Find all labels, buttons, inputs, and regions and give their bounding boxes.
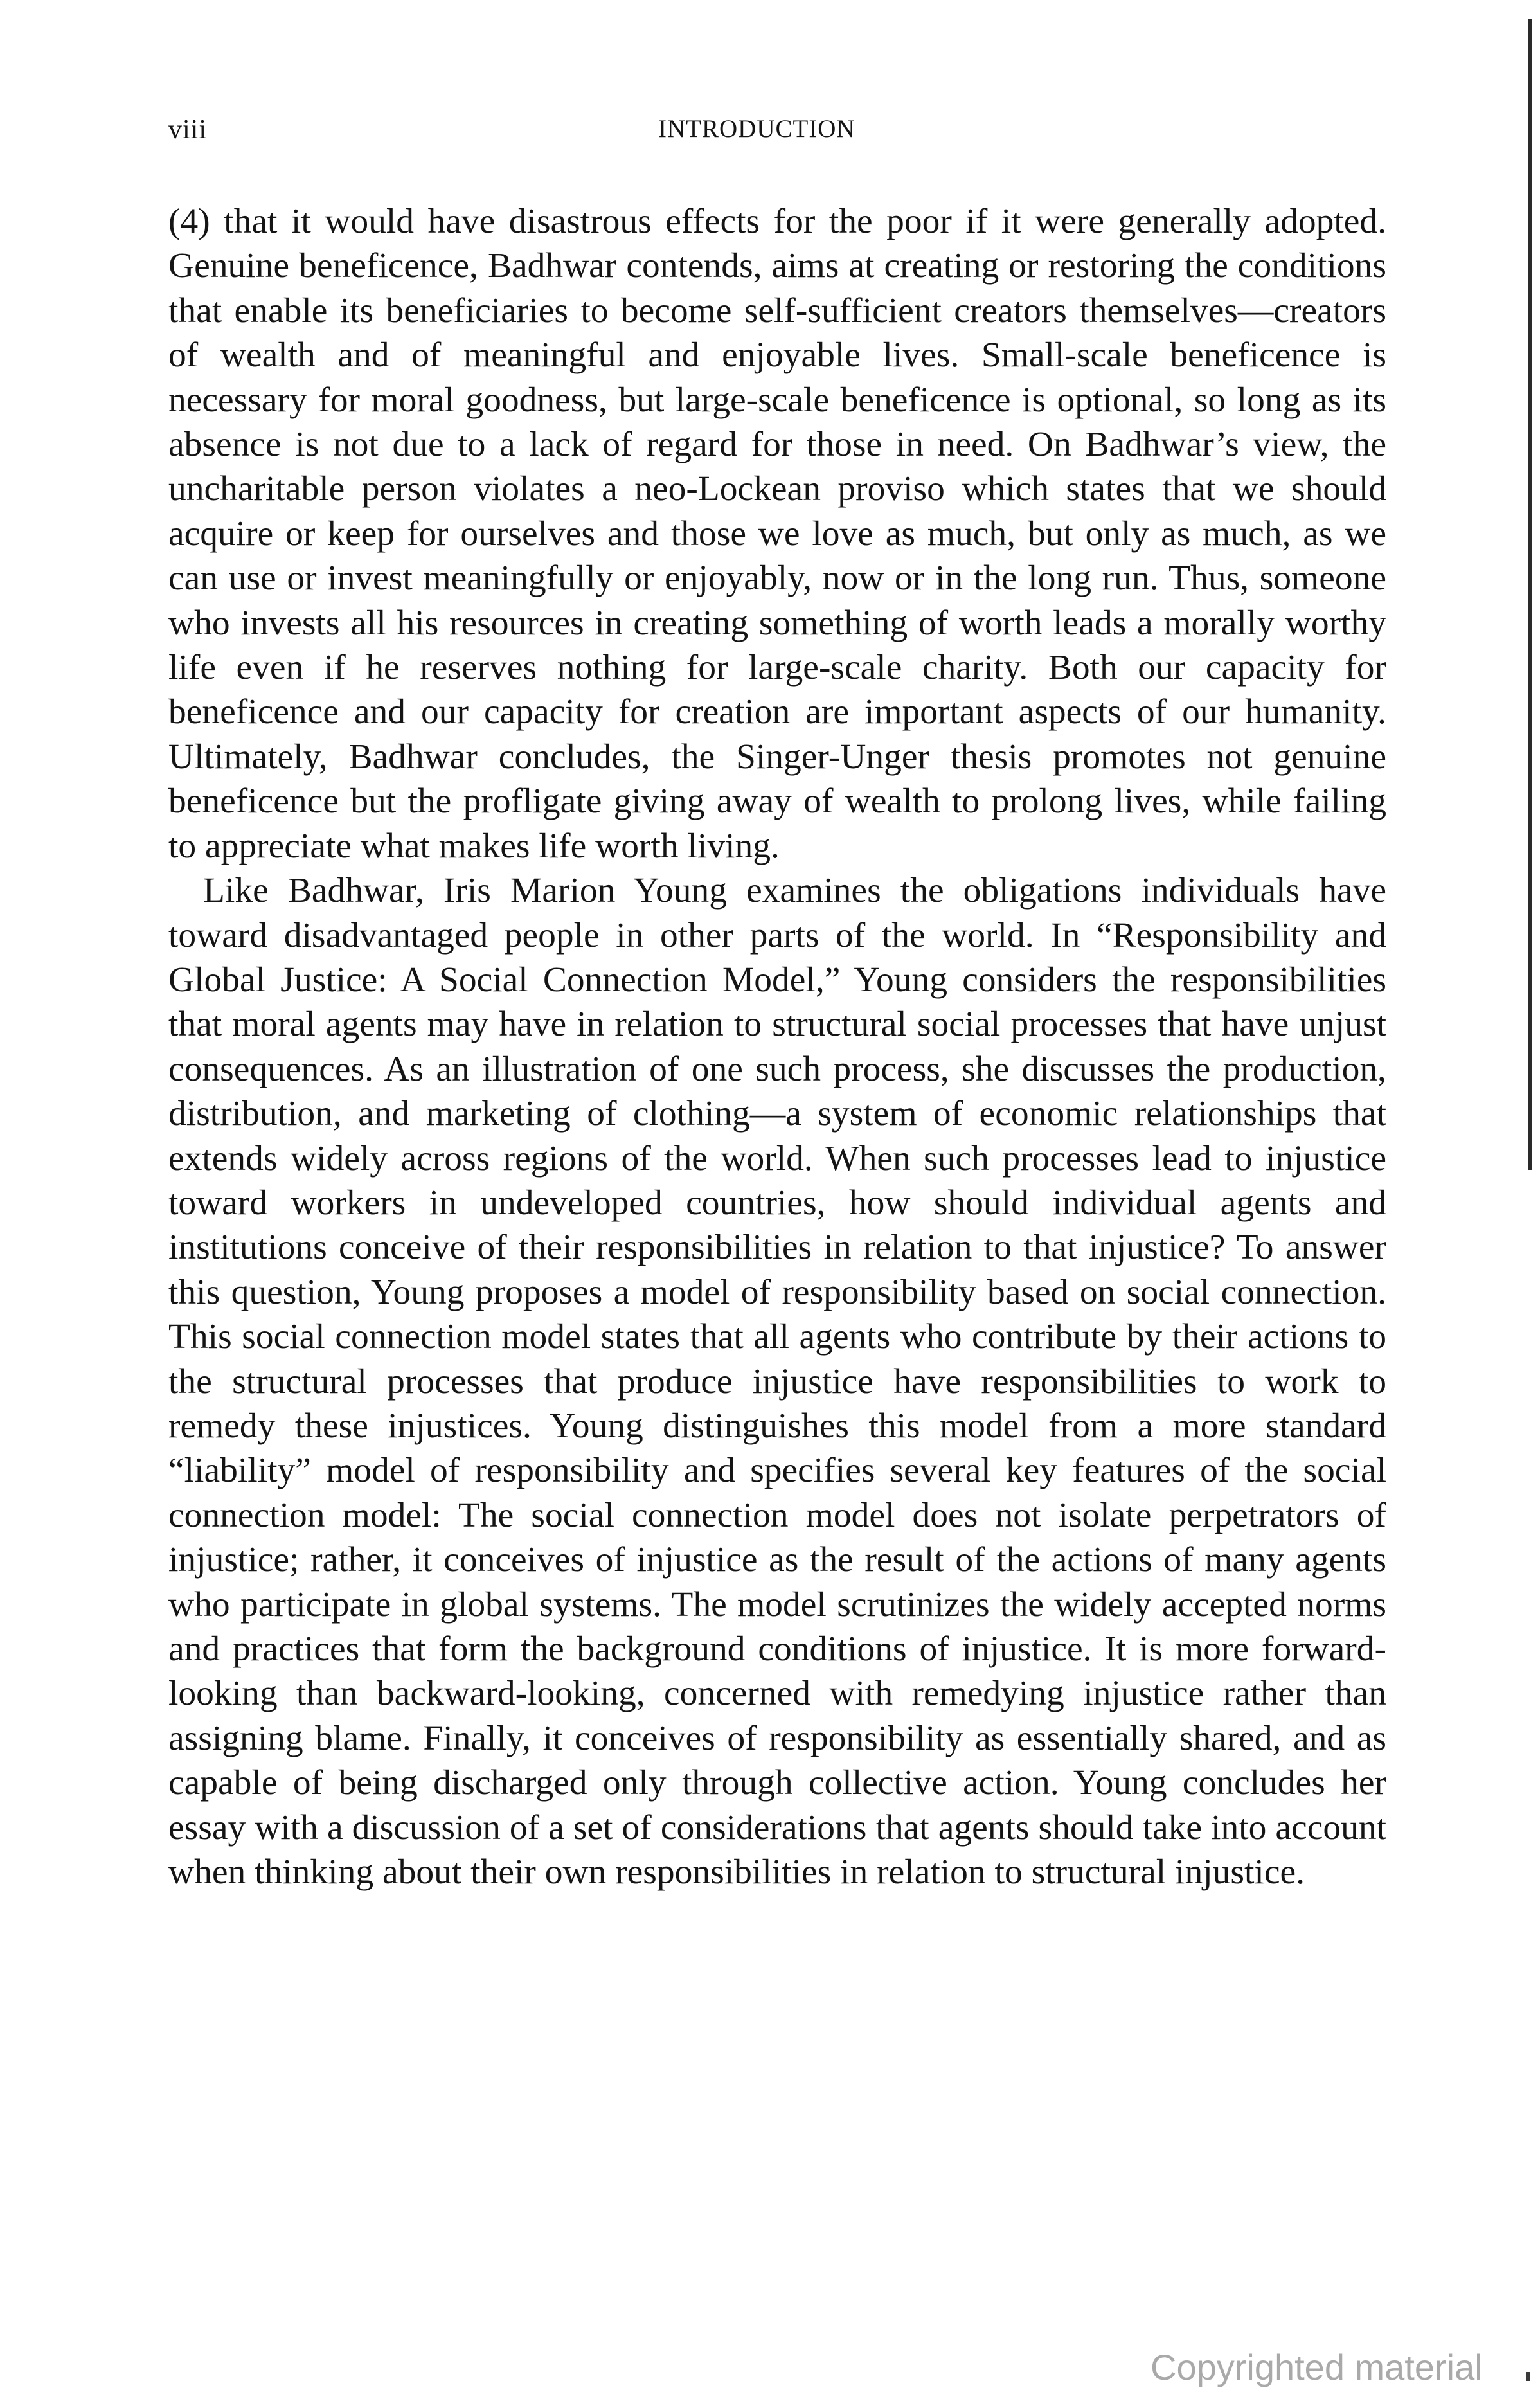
page-number: viii — [168, 115, 208, 145]
paragraph-continued: (4) that it would have disastrous effects for the poor if it were generally adopted. Genuine beneficence, Badhwar contends, aims at creating or restoring the conditions that enable its beneficiaries to become self-sufficient creators themselves—creators of wealth and of meaningful and enjoyable lives. Small-scale beneficence is necessary for moral goodness, but large-scale beneficence is optional, so long as its absence is not due to a lack of regard for those in need. On Badhwar’s view, the uncharitable person violates a neo-Lockean proviso which states that we should acquire or keep for ourselves and those we love as much, but only as much, as we can use or invest meaningfully or enjoyably, now or in the long run. Thus, someone who invests all his resources in creating something of worth leads a morally worthy life even if he reserves nothing for large-scale charity. Both our capacity for beneficence and our capacity for creation are important aspects of our humanity. Ultimately, Badhwar concludes, the Singer-Unger thesis promotes not genuine beneficence but the profligate giving away of wealth to prolong lives, while failing to appreciate what makes life worth living. — [168, 202, 1386, 866]
paragraph-young: Like Badhwar, Iris Marion Young examines the obligations individuals have toward disadvantaged people in other parts of the world. In “Responsibility and Global Justice: A Social Connection Model,” Young considers the responsibilities that moral agents may have in relation to structural social processes that have unjust consequences. As an illustration of one such process, she discusses the production, distribution, and marketing of clothing—a system of economic relationships that extends widely across regions of the world. When such processes lead to injustice toward workers in undeveloped countries, how should individual agents and institutions conceive of their responsibilities in relation to that injustice? To answer this question, Young proposes a model of responsibility based on social connection. This social connection model states that all agents who contribute by their actions to the structural processes that produce injustice have responsibilities to work to remedy these injustices. Young distinguishes this model from a more standard “liability” model of responsibility and specifies several key features of the social connection model: The social connection model does not isolate perpetrators of injustice; rather, it conceives of injustice as the result of the actions of many agents who participate in global systems. The model scrutinizes the widely accepted norms and practices that form the background conditions of injustice. It is more forward-looking than backward-looking, concerned with remedying injustice rather than assigning blame. Finally, it conceives of responsibility as essentially shared, and as capable of being discharged only through collective action. Young concludes her essay with a discussion of a set of considerations that agents should take into account when thinking about their own responsibilities in relation to structural injustice. — [168, 871, 1386, 1892]
gutter-edge-line — [1528, 19, 1532, 1170]
gutter-edge-mark — [1526, 2372, 1530, 2381]
body-text — [168, 199, 1386, 1894]
running-head — [168, 114, 1386, 159]
copyright-watermark: Copyrighted material — [1151, 2347, 1483, 2387]
running-title: INTRODUCTION — [658, 115, 855, 143]
